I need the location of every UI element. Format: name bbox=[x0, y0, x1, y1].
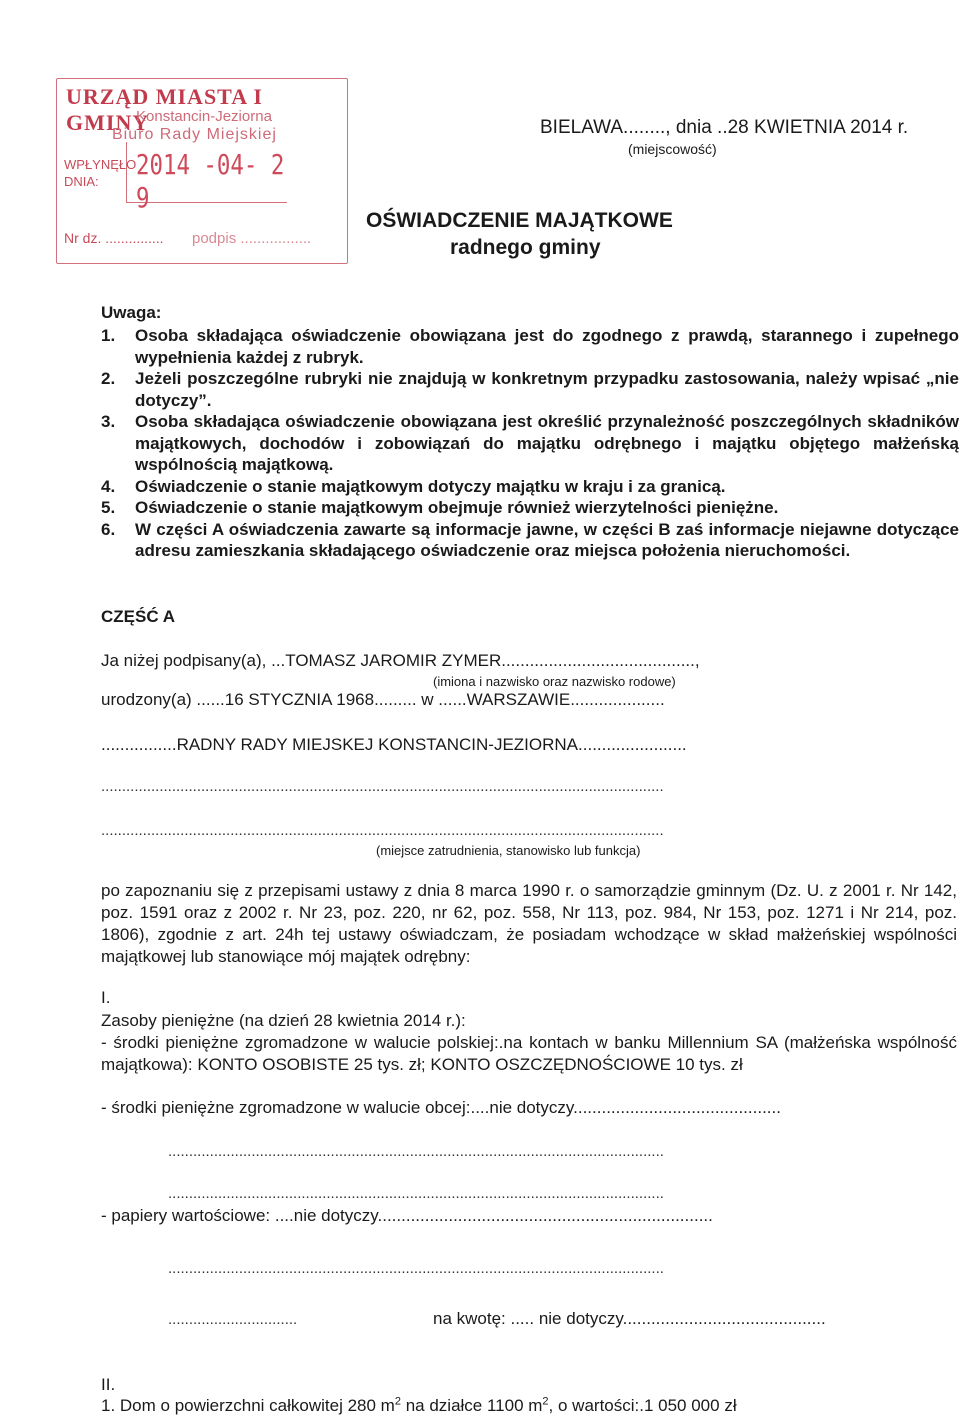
note-number: 2. bbox=[101, 369, 116, 388]
blank-line: ....................................................................................................................... bbox=[168, 1260, 664, 1277]
note-text: Oświadczenie o stanie majątkowym dotyczy majątku w kraju i za granicą. bbox=[135, 476, 726, 496]
document-title: OŚWIADCZENIE MAJĄTKOWE bbox=[366, 209, 673, 232]
note-number: 3. bbox=[101, 412, 116, 431]
house-area-text: 1. Dom o powierzchni całkowitej 280 m bbox=[101, 1396, 395, 1415]
note-text: Osoba składająca oświadczenie obowiązana jest do zgodnego z prawdą, starannego i zupełnego wypełnienia każdej z rubryk. bbox=[135, 326, 959, 367]
place-caption: (miejscowość) bbox=[628, 141, 717, 157]
note-item bbox=[101, 476, 959, 498]
house-value-text: , o wartości:.1 050 000 zł bbox=[548, 1396, 737, 1415]
note-item bbox=[101, 411, 959, 476]
birth-line: urodzony(a) ......16 STYCZNIA 1968......... w ......WARSZAWIE.................... bbox=[101, 690, 665, 709]
house-line bbox=[101, 1396, 737, 1416]
job-caption: (miejsce zatrudnienia, stanowisko lub funkcja) bbox=[376, 843, 641, 858]
note-item bbox=[101, 368, 959, 411]
pln-funds: - środki pieniężne zgromadzone w walucie polskiej:.na kontach w banku Millennium SA (małżeńska wspólność majątkowa): KONTO OSOBISTE 25 tys. zł; KONTO OSZCZĘDNOŚCIOWE 10 tys. zł bbox=[101, 1033, 957, 1074]
note-number: 4. bbox=[101, 476, 116, 496]
stamp-received-label: WPŁYNĘŁO DNIA: bbox=[64, 157, 137, 189]
note-text: Oświadczenie o stanie majątkowym obejmuje również wierzytelności pieniężne. bbox=[135, 498, 779, 517]
stamp-office: URZĄD MIASTA I GMINY bbox=[66, 84, 263, 135]
registry-stamp bbox=[56, 78, 348, 264]
foreign-funds: - środki pieniężne zgromadzone w walucie obcej:....nie dotyczy............................................ bbox=[101, 1098, 781, 1117]
stamp-nr-label: Nr dz. ............... bbox=[64, 230, 164, 246]
section-1-numeral: I. bbox=[101, 988, 111, 1007]
notes-list bbox=[101, 325, 959, 562]
stamp-bureau: Biuro Rady Miejskiej bbox=[112, 126, 277, 143]
note-item bbox=[101, 497, 959, 519]
document-subtitle: radnego gminy bbox=[450, 236, 601, 259]
note-number: 1. bbox=[101, 326, 116, 345]
part-a-heading: CZĘŚĆ A bbox=[101, 607, 175, 626]
section-1-heading: Zasoby pieniężne (na dzień 28 kwietnia 2014 r.): bbox=[101, 1011, 466, 1030]
place-date-line: BIELAWA........, dnia ..28 KWIETNIA 2014 r. bbox=[540, 117, 909, 138]
note-number: 6. bbox=[101, 519, 116, 539]
stamp-sign-label: podpis ................. bbox=[192, 230, 312, 247]
note-text: Osoba składająca oświadczenie obowiązana jest określić przynależność poszczególnych składników majątkowych, dochodów i zobowiązań do majątku odrębnego i majątku objętego małżeńską wspólnością majątkową. bbox=[135, 412, 959, 474]
securities: - papiery wartościowe: ....nie dotyczy....................................................................... bbox=[101, 1206, 713, 1225]
square-superscript: 2 bbox=[394, 1395, 401, 1408]
name-caption: (imiona i nazwisko oraz nazwisko rodowe) bbox=[433, 674, 676, 689]
blank-line: ....................................................................................................................... bbox=[168, 1143, 664, 1160]
note-item bbox=[101, 519, 959, 562]
declaration-intro: po zapoznaniu się z przepisami ustawy z dnia 8 marca 1990 r. o samorządzie gminnym (Dz. U. z 2001 r. Nr 142, poz. 1591 oraz z 2002 r. Nr 23, poz. 220, nr 62, poz. 558, Nr 113, poz. 984, Nr 153, poz. 1271 i Nr 214, poz. 1806), zgodnie z art. 24h tej ustawy oświadczam, że posiadam wchodzące w skład małżeńskiej wspólności majątkowej lub stanowiące mój majątek odrębny: bbox=[101, 881, 957, 966]
declarant-name-line: Ja niżej podpisany(a), ...TOMASZ JAROMIR ZYMER........................................., bbox=[101, 651, 700, 670]
amount-prefix: ............................... bbox=[168, 1311, 298, 1328]
blank-line: ....................................................................................................................... bbox=[168, 1185, 664, 1202]
stamp-city: Konstancin-Jeziorna bbox=[136, 108, 272, 125]
stamp-date: 2014 -04- 2 9 bbox=[136, 148, 285, 214]
job-line: ................RADNY RADY MIEJSKEJ KONSTANCIN-JEZIORNA....................... bbox=[101, 735, 687, 754]
square-superscript: 2 bbox=[542, 1395, 549, 1408]
notes-heading: Uwaga: bbox=[101, 303, 162, 322]
securities-amount: na kwotę: ..... nie dotyczy........................................... bbox=[433, 1309, 826, 1328]
blank-line: ....................................................................................................................................... bbox=[101, 822, 664, 839]
plot-area-text: na działce 1100 m bbox=[400, 1396, 543, 1415]
blank-line: ....................................................................................................................................... bbox=[101, 778, 664, 795]
section-2-numeral: II. bbox=[101, 1375, 116, 1394]
note-item bbox=[101, 325, 959, 368]
note-text: W części A oświadczenia zawarte są informacje jawne, w części B zaś informacje niejawne dotyczące adresu zamieszkania składającego oświadczenie oraz miejsca położenia nieruchomości. bbox=[135, 519, 959, 560]
note-number: 5. bbox=[101, 498, 116, 517]
note-text: Jeżeli poszczególne rubryki nie znajdują w konkretnym przypadku zastosowania, należy wpisać „nie dotyczy”. bbox=[135, 369, 959, 410]
